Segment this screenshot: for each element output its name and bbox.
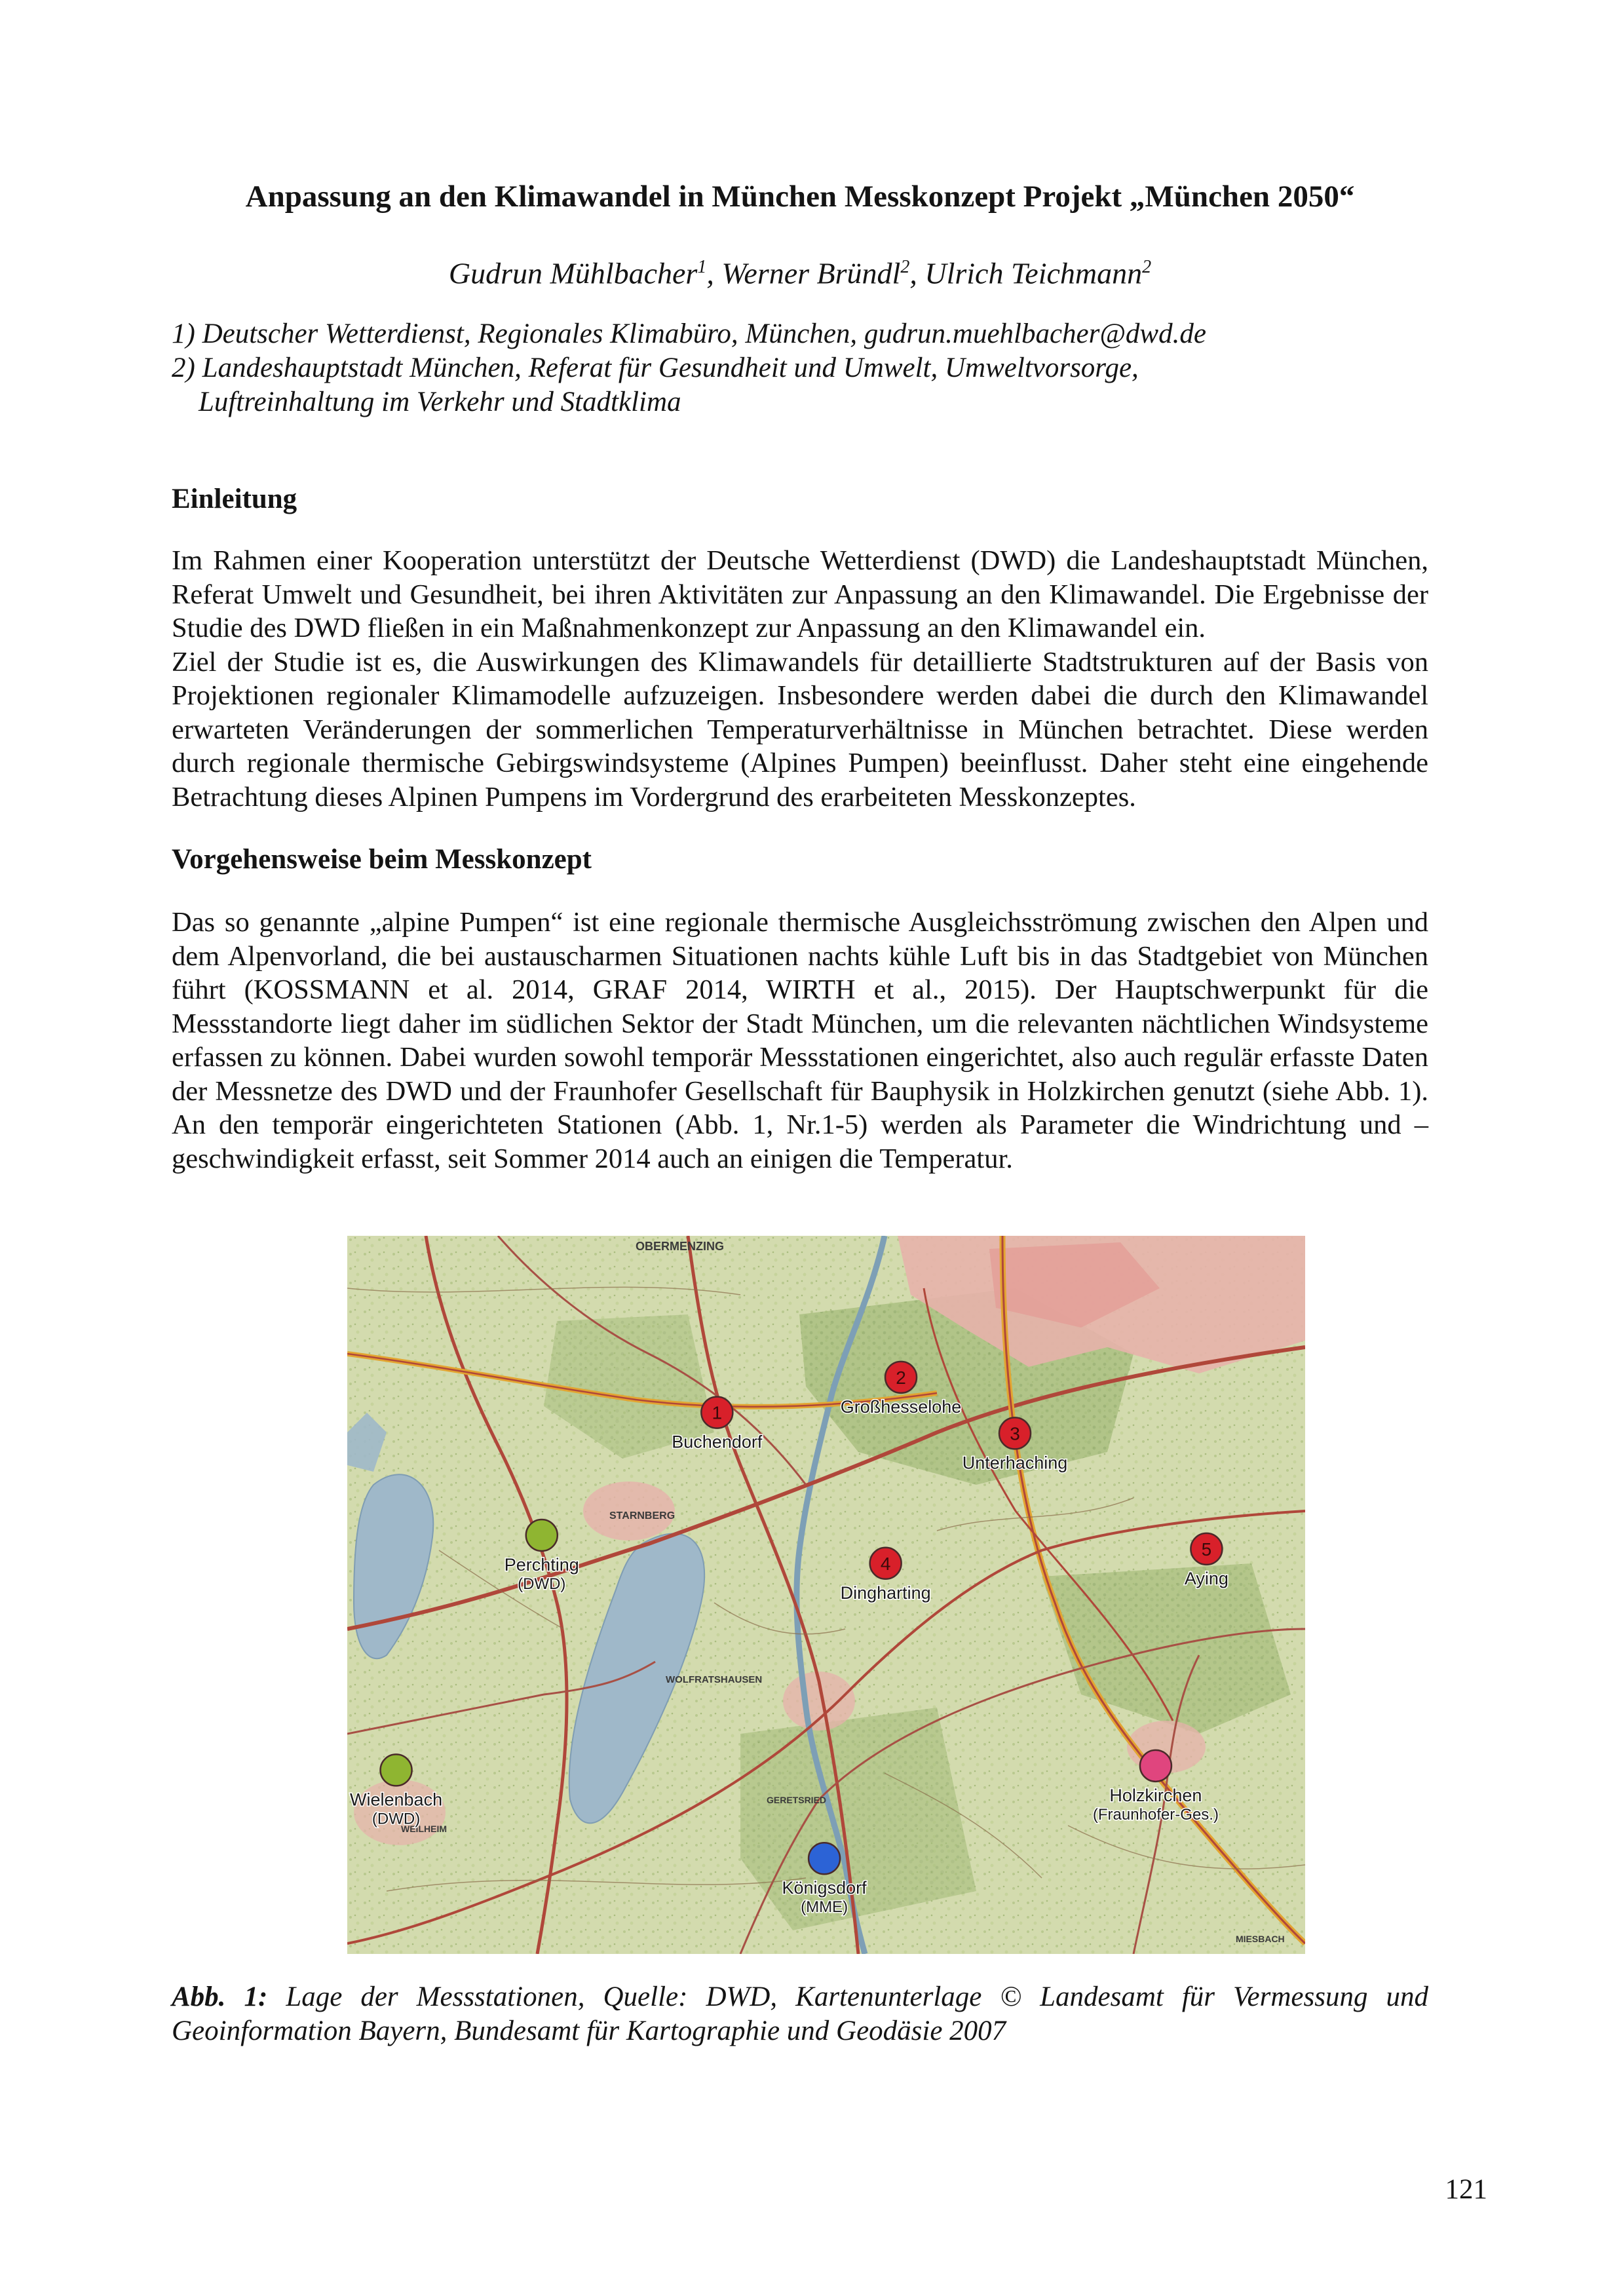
figure-caption	[172, 1980, 1428, 2048]
map-place-name: STARNBERG	[609, 1510, 676, 1521]
station-label: Wielenbach	[350, 1789, 443, 1810]
author-list: Gudrun Mühlbacher$^1$, Werner Bründl$^2$, Ulrich Teichmann$^2$	[448, 256, 1152, 290]
author-affiliation-mark: 2	[1142, 257, 1152, 277]
station-label: Königsdorf	[782, 1878, 867, 1898]
station-label: Perchting	[504, 1555, 579, 1575]
station-dot	[809, 1843, 840, 1874]
affiliation-2: 2) Landeshauptstadt München, Referat für Gesundheit und Umwelt, Umweltvorsorge,	[172, 353, 1139, 383]
paragraph: Im Rahmen einer Kooperation unterstützt der Deutsche Wetterdienst (DWD) die Landeshauptstadt München, Referat Umwelt und Gesundheit, bei ihren Aktivitäten zur Anpassung an den Klimawandel. Die Ergebnisse der Studie des DWD fließen in ein Maßnahmenkonzept zur Anpassung an den Klimawandel ein.	[172, 545, 1428, 643]
map-place-name: OBERMENZING	[636, 1240, 724, 1253]
station-label: Dingharting	[840, 1582, 931, 1603]
author-affiliation-mark: 1	[697, 257, 707, 277]
caption-label: Abb. 1:	[172, 1981, 268, 2012]
paper-title: Anpassung an den Klimawandel in München Messkonzept Projekt „München 2050“	[245, 180, 1355, 214]
paragraph: Ziel der Studie ist es, die Auswirkungen des Klimawandels für detaillierte Stadtstrukturen auf der Basis von Projektionen regionaler Klimamodelle aufzuzeigen. Insbesondere werden dabei die durch den Klimawandel erwarteten Veränderungen der sommerlichen Temperaturverhältnisse in München betrachtet. Diese werden durch regionale thermische Gebirgswindsysteme (Alpines Pumpen) beeinflusst. Daher steht eine eingehende Betrachtung dieses Alpinen Pumpens im Vordergrund des erarbeiteten Messkonzeptes.	[172, 646, 1428, 813]
section-body-einleitung	[172, 544, 1428, 814]
author-name: Ulrich Teichmann	[924, 256, 1143, 290]
station-dot	[526, 1520, 558, 1551]
station-sublabel: (DWD)	[518, 1575, 566, 1594]
map-place-name: WOLFRATSHAUSEN	[666, 1674, 763, 1685]
author-affiliation-mark: 2	[900, 257, 910, 277]
page-number: 121	[1445, 2174, 1487, 2205]
station-sublabel: (Fraunhofer-Ges.)	[1092, 1805, 1219, 1824]
station-number: 3	[1010, 1423, 1020, 1444]
author-name: Werner Bründl	[721, 256, 901, 290]
affiliation-1: 1) Deutscher Wetterdienst, Regionales Klimabüro, München, gudrun.muehlbacher@dwd.de	[172, 318, 1206, 349]
section-heading-einleitung: Einleitung	[172, 484, 297, 514]
caption-text: Lage der Messstationen, Quelle: DWD, Kartenunterlage © Landesamt für Vermessung und Geoinformation Bayern, Bundesamt für Kartographie und Geodäsie 2007	[172, 1981, 1429, 2046]
station-label: Unterhaching	[962, 1453, 1068, 1473]
station-map-figure	[347, 1236, 1305, 1954]
station-number: 5	[1201, 1539, 1212, 1559]
station-label: Buchendorf	[672, 1432, 763, 1452]
station-sublabel: (MME)	[801, 1898, 848, 1917]
affiliations	[172, 317, 1428, 419]
station-sublabel: (DWD)	[371, 1810, 421, 1828]
paragraph: Das so genannte „alpine Pumpen“ ist eine regionale thermische Ausgleichsströmung zwischen den Alpen und dem Alpenvorland, die bei austauscharmen Situationen nachts kühle Luft bis in das Stadtgebiet von München führt (KOSSMANN et al. 2014, GRAF 2014, WIRTH et al., 2015). Der Hauptschwerpunkt für die Messstandorte liegt daher im südlichen Sektor der Stadt München, um die relevanten nächtlichen Windsysteme erfassen zu können. Dabei wurden sowohl temporär Messstationen eingerichtet, also auch regulär erfasste Daten der Messnetze des DWD und der Fraunhofer Gesellschaft für Bauphysik in Holzkirchen genutzt (siehe Abb. 1). An den temporär eingerichteten Stationen (Abb. 1, Nr.1-5) werden als Parameter die Windrichtung und –geschwindigkeit erfasst, seit Sommer 2014 auch an einigen die Temperatur.	[172, 907, 1428, 1174]
author-name: Gudrun Mühlbacher	[448, 256, 698, 290]
station-map	[347, 1236, 1305, 1954]
station-label: Großhesselohe	[840, 1396, 962, 1417]
station-number: 2	[896, 1367, 906, 1388]
map-place-name: GERETSRIED	[767, 1795, 827, 1805]
map-place-name: WEILHEIM	[401, 1824, 447, 1834]
station-number: 1	[712, 1402, 723, 1423]
station-number: 4	[880, 1553, 891, 1574]
station-label: Aying	[1184, 1568, 1229, 1588]
station-dot	[1140, 1750, 1171, 1782]
map-place-name: MIESBACH	[1236, 1934, 1285, 1944]
station-label: Holzkirchen	[1109, 1785, 1202, 1805]
affiliation-2-continued: Luftreinhaltung im Verkehr und Stadtklima	[199, 387, 681, 417]
station-dot	[381, 1754, 412, 1786]
section-body-vorgehensweise	[172, 906, 1428, 1176]
section-heading-vorgehensweise: Vorgehensweise beim Messkonzept	[172, 844, 592, 875]
